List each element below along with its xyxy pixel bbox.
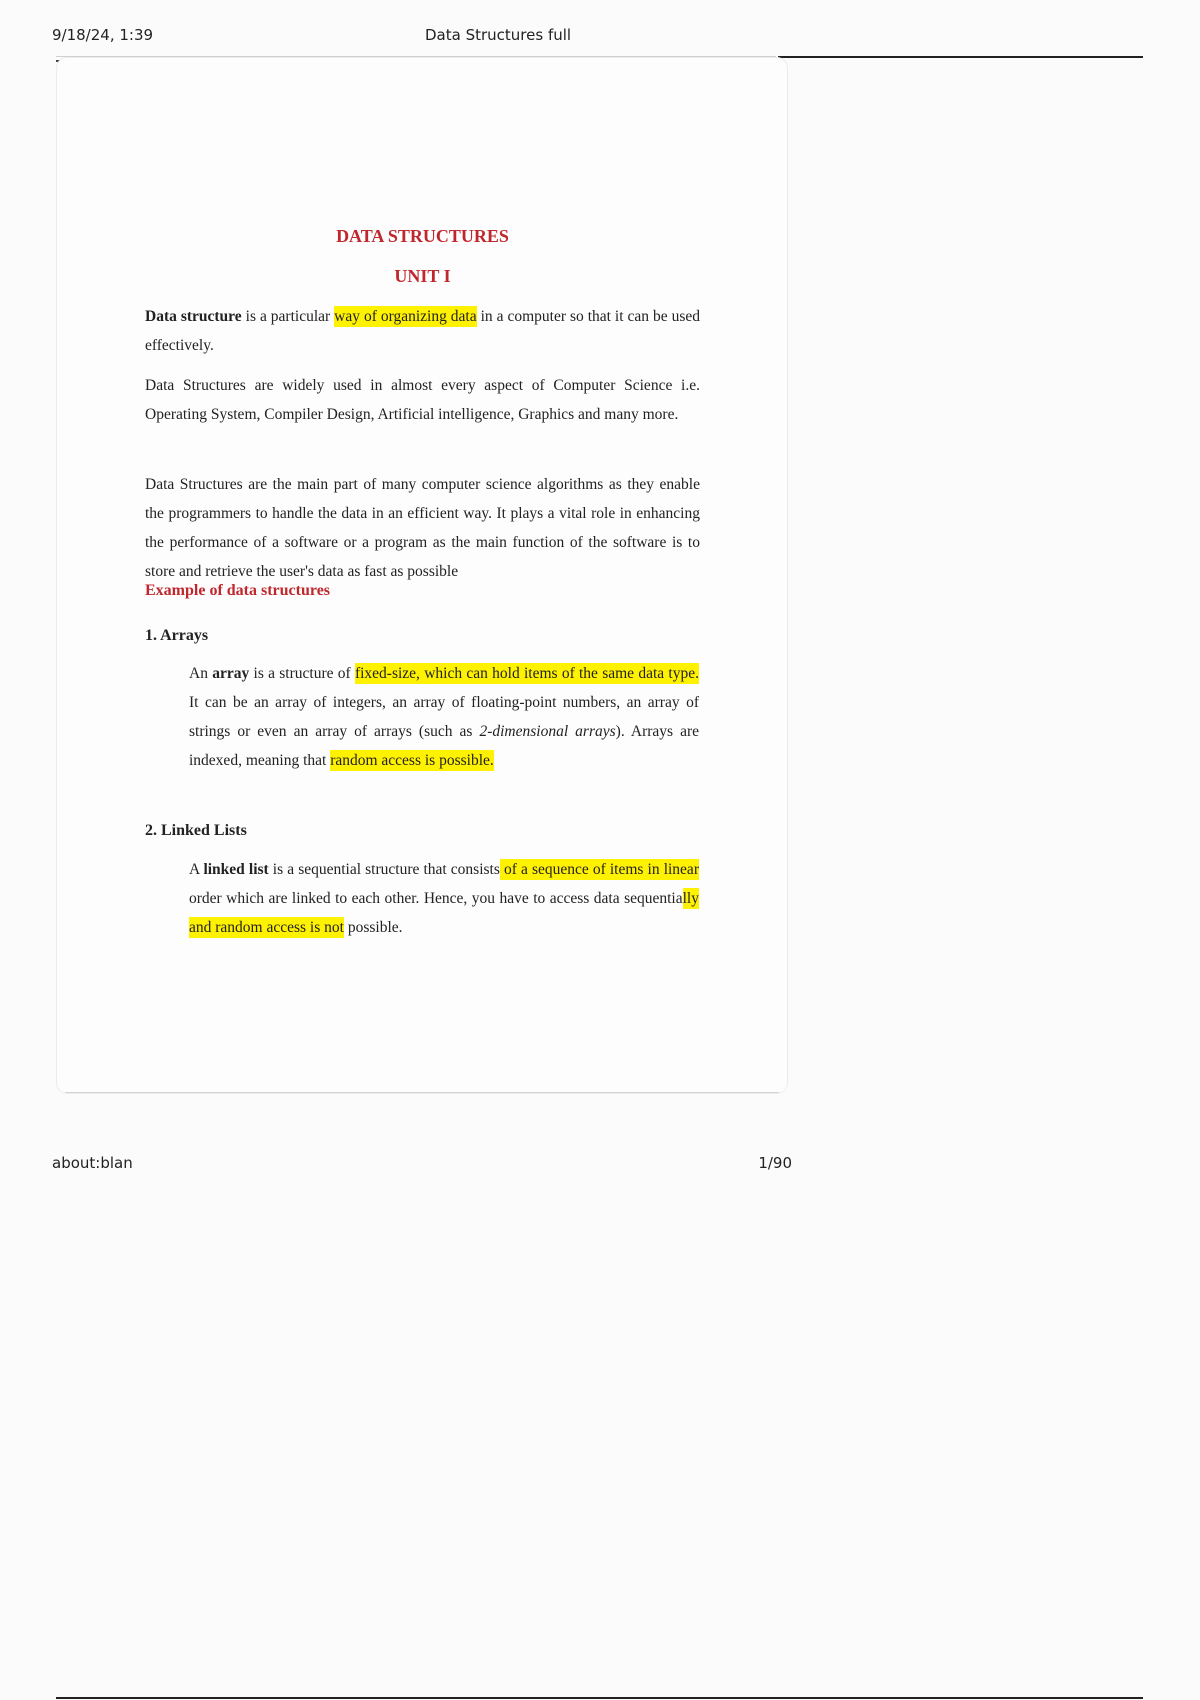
paragraph-text: It can be an array of integers, an array of floating-point numbers, an array of strings or even an array of arrays (such as	[189, 694, 699, 740]
print-footer	[52, 1154, 792, 1176]
paragraph-linked-lists	[189, 855, 699, 942]
highlight: way of organizing data	[334, 308, 477, 325]
italic-text: 2-dimensional arrays	[479, 723, 616, 740]
highlight: fixed-size, which can hold items of the same data type.	[354, 665, 699, 682]
paragraph-text: order which are linked to each other. Hence, you have to access data sequentia	[189, 890, 683, 907]
page-bottom-edge	[65, 1092, 779, 1093]
document-page	[57, 58, 787, 1093]
paragraph-importance: Data Structures are the main part of many computer science algorithms as they enable the programmers to handle the data in an efficient way. It plays a vital role in enhancing the performance of a software or a program as the main function of the software is to store and retrieve the user's data as fast as possible	[145, 476, 700, 580]
heading-linked-lists: 2. Linked Lists	[145, 822, 247, 839]
paragraph-usage: Data Structures are widely used in almost every aspect of Computer Science i.e. Operating System, Compiler Design, Artificial intelligence, Graphics and many more.	[145, 377, 700, 423]
header-rule	[56, 56, 776, 57]
paragraph-definition	[145, 302, 700, 360]
print-header	[52, 26, 792, 48]
print-document-title: Data Structures full	[425, 26, 572, 44]
unit-heading: UNIT I	[394, 266, 451, 286]
page-number: 1/90	[758, 1154, 792, 1172]
paragraph-text: possible.	[343, 919, 403, 936]
print-date: 9/18/24, 1:39	[52, 26, 154, 44]
paragraph-text: in a computer so that it can be used effectively.	[145, 308, 700, 354]
term-data-structure: Data structure	[145, 308, 242, 325]
paragraph-text: A	[189, 861, 204, 878]
paragraph-text: ). Arrays are indexed, meaning that	[189, 723, 700, 769]
paragraph-text: An	[189, 665, 213, 682]
highlight: lly and random access is not	[189, 890, 699, 936]
footer-rule	[56, 1697, 1143, 1699]
highlight: random access is possible.	[330, 752, 494, 769]
highlight: of a sequence of items in linear	[499, 861, 699, 878]
paragraph-text: is a structure of	[249, 665, 355, 682]
document-title: DATA STRUCTURES	[336, 226, 509, 246]
paragraph-arrays	[189, 659, 699, 775]
paragraph-text: is a particular	[241, 308, 335, 325]
print-url: about:blan	[52, 1154, 133, 1172]
section-heading-examples: Example of data structures	[145, 582, 331, 599]
term-array: array	[212, 665, 250, 682]
header-rule-dark	[778, 56, 1143, 58]
paragraph-text: is a sequential structure that consists	[268, 861, 500, 878]
heading-arrays: 1. Arrays	[145, 627, 209, 644]
term-linked-list: linked list	[203, 861, 269, 878]
